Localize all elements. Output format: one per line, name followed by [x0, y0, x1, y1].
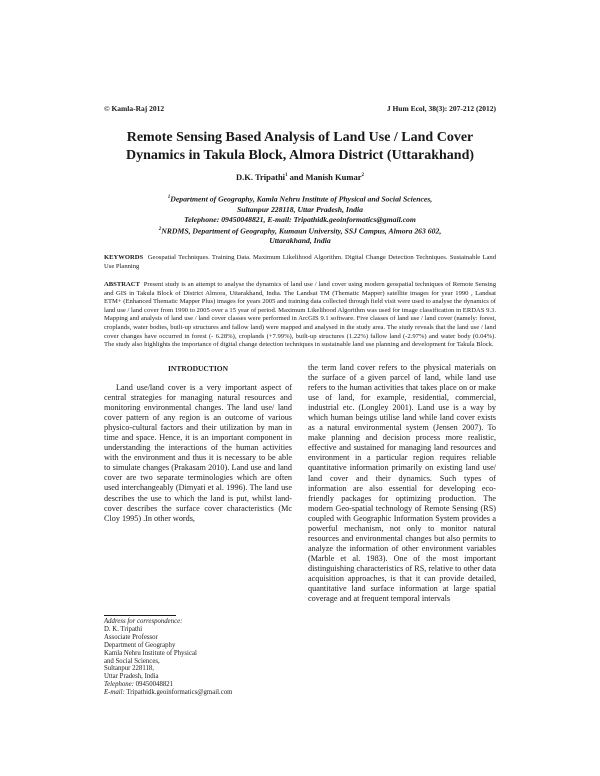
affiliation-2-text: NRDMS, Department of Geography, Kumaun University, SSJ Campus, Almora 263 602,: [161, 226, 442, 236]
author-list: [80, 172, 520, 182]
correspondence-dept: Department of Geography: [104, 641, 176, 649]
keywords-block: [104, 254, 496, 271]
correspondence-phone: [104, 681, 292, 689]
affiliation-line-2: Sultanpur 228118, Uttar Pradesh, India: [236, 204, 364, 214]
copyright-header: © Kamla-Raj 2012: [104, 104, 165, 113]
journal-citation-header: J Hum Ecol, 38(3): 207-212 (2012): [386, 104, 496, 113]
paper-title: [80, 129, 520, 165]
title-line-1: Remote Sensing Based Analysis of Land Use / Land Cover: [126, 130, 474, 145]
author-1: D.K. Tripathi: [236, 172, 286, 182]
affiliation-1-marker: 1: [167, 195, 171, 200]
author-2-marker: 2: [361, 173, 364, 179]
correspondence-city: Sultanpur 228118,: [104, 665, 154, 673]
affiliations: [104, 193, 496, 246]
correspondence-email: [104, 689, 292, 697]
abstract-label: ABSTRACT: [104, 281, 140, 288]
phone-label: Telephone:: [104, 681, 134, 689]
footnote-divider: [104, 615, 176, 616]
author-connector: and: [287, 172, 306, 182]
abstract-block: [104, 281, 496, 350]
affiliation-2-marker: 2: [158, 226, 162, 232]
correspondence-block: [104, 618, 292, 697]
correspondence-heading: Address for correspondence:: [104, 618, 183, 625]
author-1-marker: 1: [285, 173, 288, 179]
phone-value: 09450048821: [133, 681, 174, 689]
author-2: Manish Kumar: [305, 172, 362, 182]
title-line-2: Dynamics in Takula Block, Almora District (Uttarakhand): [125, 148, 475, 163]
affiliation-1-text: Department of Geography, Kamla Nehru Institute of Physical and Social Sciences,: [170, 194, 433, 204]
affiliation-line-3: Telephone: 09450048821, E-mail: Tripathidk.geoinformatics@gmail.com: [184, 214, 416, 224]
correspondence-name: D. K. Tripathi: [104, 625, 143, 633]
correspondence-inst-1: Kamla Nehru Institute of Physical: [104, 649, 197, 657]
keywords-label: KEYWORDS: [104, 254, 144, 261]
affiliation-line-1: [104, 193, 496, 205]
introduction-heading: INTRODUCTION: [167, 364, 228, 373]
introduction-left-column: Land use/land cover is a very important aspect of central strategies for managing natural resources and monitoring environmental changes. The land use/ land cover pattern of any region is an outcome of various physico-cultural factors and their utilization by man in time and space. Hence, it is an important component in understanding the interactions of the human activities with the environment and thus it is necessary to be able to simulate changes (Prakasam 2010). Land use and land cover are two separate terminologies which are often used interchangeably (Dimyati et al. 1996). The land use describes the use to which the land is put, whilst land-cover describes the surface cover characteristics (Mc Cloy 1995) .In other words,: [104, 383, 292, 523]
correspondence-state: Uttar Pradesh, India: [104, 673, 159, 681]
email-value: Tripathidk.geoinformatics@gmail.com: [124, 689, 233, 697]
keywords-text: Geospatial Techniques. Training Data. Maximum Likelihood Algorithm. Digital Change Detection Techniques. Sustainable Land Use Planning: [104, 254, 496, 270]
abstract-text: Present study is an attempt to analyse the dynamics of land use / land cover using modern geospatial techniques of Remote Sensing and GIS in Takula Block of District Almora, Uttarakhand, India. The Landsat TM (Thematic Mapper) satellite images for year 1990 , Landsat ETM+ (Enhanced Thematic Mapper Plus) images for years 2005 and training data collected through field visit were used to analyse the dynamics of land use / land cover from 1990 to 2005 over a 15 year of period. Maximum Likelihood Algorithm was used for image classification in ERDAS 9.3. Mapping and analysis of land use / land cover classes were performed in ArcGIS 9.1 software. Five classes of land use / land cover (namely: forest, croplands, water bodies, built-up structures and fallow land) were mapped and analysed in the study area. The study reveals that the land use / land cover changes have occurred in forest (- 6.28%), croplands (+7.99%), built-up structures (1.22%) fallow land (-2.97%) and water body (0.04%). The study also highlights the importance of digital change detection techniques in sustainable land use planning and development for Takula Block.: [104, 281, 497, 349]
correspondence-position: Associate Professor: [104, 633, 158, 641]
introduction-right-column: the term land cover refers to the physical materials on the surface of a given parcel of land, while land use refers to the human activities that takes place on or make use of land, for example, residential, commercial, industrial etc. (Longley 2001). Land use is a way by which human beings utilise land while land cover exists as a natural environmental system (Jensen 2007). To make planning and decision process more realistic, effective and sustained for managing land resources and environment in a particular region requires reliable quantitative information primarily on existing land use/ land cover and their dynamics. Such types of information are also essential for developing eco-friendly packages for optimizing production. The modern Geo-spatial technology of Remote Sensing (RS) coupled with Geographic Information System provides a powerful mechanism, not only to monitor natural resources and environmental changes but also permits to analyze the information of other environment variables (Marble et al. 1983). One of the most important distinguishing characteristics of RS, relative to other data acquisition approaches, is that it can provide detailed, quantitative land surface information at large spatial coverage and at frequent temporal intervals: [308, 363, 496, 604]
affiliation-line-4: [104, 225, 496, 237]
correspondence-inst-2: and Social Sciences,: [104, 657, 160, 665]
affiliation-line-5: Uttarakhand, India: [269, 236, 331, 246]
email-label: E-mail:: [104, 689, 125, 697]
